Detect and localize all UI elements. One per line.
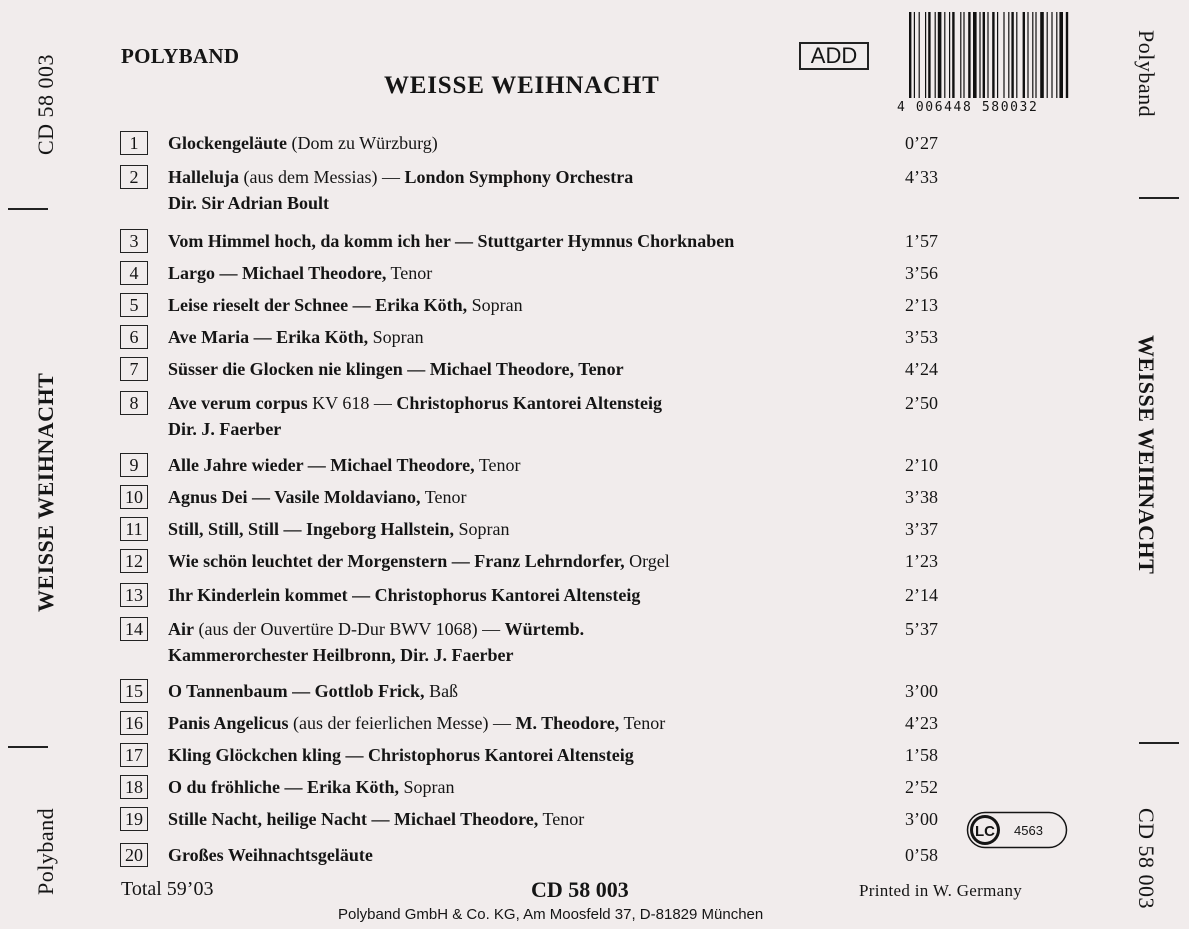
track-title-part: Panis Angelicus: [168, 713, 289, 733]
track-number: 1: [120, 131, 148, 155]
track-number: 3: [120, 229, 148, 253]
right-spine-catalog: CD 58 003: [1134, 808, 1159, 910]
track-number: 8: [120, 391, 148, 415]
left-spine-divider-top: [8, 208, 48, 210]
right-spine-label: Polyband: [1134, 30, 1159, 118]
label-code-number: 4563: [1014, 823, 1043, 838]
track-title-part: (Dom zu Würzburg): [287, 133, 438, 153]
track-duration: 1’57: [905, 231, 938, 251]
track-title: [168, 225, 734, 257]
track-title-part: KV 618 —: [307, 393, 397, 413]
track-title-part: Sopran: [368, 327, 424, 347]
track-duration: 2’50: [905, 393, 938, 413]
track-number: 2: [120, 165, 148, 189]
track-title-part: (aus der feierlichen Messe) —: [288, 713, 516, 733]
track-duration: 3’38: [905, 487, 938, 507]
company-address: Polyband GmbH & Co. KG, Am Moosfeld 37, D-81829 München: [338, 906, 764, 923]
track-number: 14: [120, 617, 148, 641]
track-title-part: Sopran: [454, 519, 510, 539]
total-time: Total 59’03: [121, 878, 214, 900]
track-duration: 4’33: [905, 167, 938, 187]
track-number: 6: [120, 325, 148, 349]
track-title-part: M. Theodore,: [515, 713, 620, 733]
barcode: [897, 12, 1133, 118]
track-number: 20: [120, 843, 148, 867]
track-number: 9: [120, 453, 148, 477]
track-duration: 3’00: [905, 681, 938, 701]
track-number: 11: [120, 517, 148, 541]
left-spine-label: Polyband: [33, 807, 58, 895]
track-number: 19: [120, 807, 148, 831]
track-number: 4: [120, 261, 148, 285]
right-spine: [1123, 0, 1189, 929]
track-number: 7: [120, 357, 148, 381]
track-title: [168, 545, 670, 577]
track-title-part: Tenor: [538, 809, 585, 829]
track-duration: 4’24: [905, 359, 938, 379]
track-title-part: Still, Still, Still — Ingeborg Hallstein,: [168, 519, 455, 539]
left-spine-catalog: CD 58 003: [33, 53, 58, 155]
track-title: [168, 257, 432, 289]
right-spine-title: WEISSE WEIHNACHT: [1134, 335, 1159, 575]
track-title-part: Halleluja: [168, 167, 239, 187]
track-duration: 0’27: [905, 133, 938, 153]
track-title-part: Vom Himmel hoch, da komm ich her — Stuttgarter Hymnus Chorknaben: [168, 231, 735, 251]
track-title-part: O Tannenbaum — Gottlob Frick,: [168, 681, 425, 701]
track-title-part: Süsser die Glocken nie klingen — Michael Theodore, Tenor: [168, 359, 624, 379]
track-title: [168, 513, 510, 545]
track-title-part: Sopran: [399, 777, 455, 797]
track-duration: 2’13: [905, 295, 938, 315]
track-title-part: Stille Nacht, heilige Nacht — Michael Theodore,: [168, 809, 539, 829]
printed-in: Printed in W. Germany: [859, 881, 1023, 900]
brand-label: POLYBAND: [121, 44, 240, 68]
track-title-part: (aus der Ouvertüre D-Dur BWV 1068) —: [194, 619, 505, 639]
track-title-continuation: Dir. J. Faerber: [168, 419, 282, 439]
track-duration: 3’53: [905, 327, 938, 347]
catalog-number: CD 58 003: [531, 877, 629, 902]
track-title-part: Alle Jahre wieder — Michael Theodore,: [168, 455, 475, 475]
left-spine-divider-bottom: [8, 746, 48, 748]
track-duration: 4’23: [905, 713, 938, 733]
label-code-logo: [966, 811, 1068, 849]
track-title-part: Wie schön leuchtet der Morgenstern — Franz Lehrndorfer,: [168, 551, 625, 571]
track-title-part: O du fröhliche — Erika Köth,: [168, 777, 400, 797]
track-title-part: London Symphony Orchestra: [404, 167, 634, 187]
track-title: [168, 771, 455, 803]
barcode-bars: [909, 12, 1135, 98]
track-title-continuation: Dir. Sir Adrian Boult: [168, 193, 330, 213]
add-badge: ADD: [799, 42, 869, 70]
track-title: [168, 321, 424, 353]
track-title: [168, 481, 466, 513]
album-title: WEISSE WEIHNACHT: [384, 72, 660, 99]
track-duration: 2’10: [905, 455, 938, 475]
track-title-part: Tenor: [619, 713, 666, 733]
track-title: [168, 739, 634, 771]
track-title-part: Glockengeläute: [168, 133, 287, 153]
track-title-part: Tenor: [420, 487, 467, 507]
track-title-part: (aus dem Messias) —: [239, 167, 405, 187]
track-number: 13: [120, 583, 148, 607]
track-title-part: Agnus Dei — Vasile Moldaviano,: [168, 487, 421, 507]
track-number: 17: [120, 743, 148, 767]
track-number: 10: [120, 485, 148, 509]
right-spine-divider-bottom: [1139, 742, 1179, 744]
track-title-part: Air: [168, 619, 194, 639]
track-duration: 5’37: [905, 619, 938, 639]
track-title-part: Großes Weihnachtsgeläute: [168, 845, 373, 865]
track-duration: 0’58: [905, 845, 938, 865]
track-title-part: Tenor: [474, 455, 521, 475]
track-duration: 2’52: [905, 777, 938, 797]
track-title-part: Leise rieselt der Schnee — Erika Köth,: [168, 295, 468, 315]
track-title: [168, 127, 438, 159]
label-code-letters: LC: [975, 823, 995, 840]
right-spine-divider-top: [1139, 197, 1179, 199]
track-title-part: Christophorus Kantorei Altensteig: [396, 393, 663, 413]
track-title: [168, 707, 665, 739]
track-title: [168, 803, 584, 835]
track-title-part: Baß: [424, 681, 459, 701]
left-spine: [0, 0, 66, 929]
track-duration: 2’14: [905, 585, 938, 605]
track-duration: 3’37: [905, 519, 938, 539]
track-duration: 3’00: [905, 809, 938, 829]
track-number: 16: [120, 711, 148, 735]
track-number: 18: [120, 775, 148, 799]
track-title-part: Largo — Michael Theodore,: [168, 263, 387, 283]
track-duration: 1’23: [905, 551, 938, 571]
track-title-part: Würtemb.: [504, 619, 585, 639]
track-number: 15: [120, 679, 148, 703]
track-title: [168, 675, 458, 707]
track-number: 5: [120, 293, 148, 317]
track-title: [168, 839, 373, 871]
track-number: 12: [120, 549, 148, 573]
track-title: [168, 289, 523, 321]
barcode-number: 4 006448 580032: [897, 100, 1039, 115]
track-title-part: Ihr Kinderlein kommet — Christophorus Kantorei Altensteig: [168, 585, 641, 605]
left-spine-title: WEISSE WEIHNACHT: [33, 372, 58, 612]
track-title: [168, 579, 640, 611]
track-title-continuation: Kammerorchester Heilbronn, Dir. J. Faerber: [168, 645, 514, 665]
track-title: [168, 353, 624, 385]
track-title-part: Sopran: [467, 295, 523, 315]
track-title: [168, 449, 521, 481]
track-title-part: Ave Maria — Erika Köth,: [168, 327, 369, 347]
track-duration: 1’58: [905, 745, 938, 765]
track-title-part: Orgel: [624, 551, 670, 571]
track-title-part: Tenor: [386, 263, 433, 283]
track-title-part: Ave verum corpus: [168, 393, 308, 413]
track-title-part: Kling Glöckchen kling — Christophorus Kantorei Altensteig: [168, 745, 634, 765]
track-duration: 3’56: [905, 263, 938, 283]
